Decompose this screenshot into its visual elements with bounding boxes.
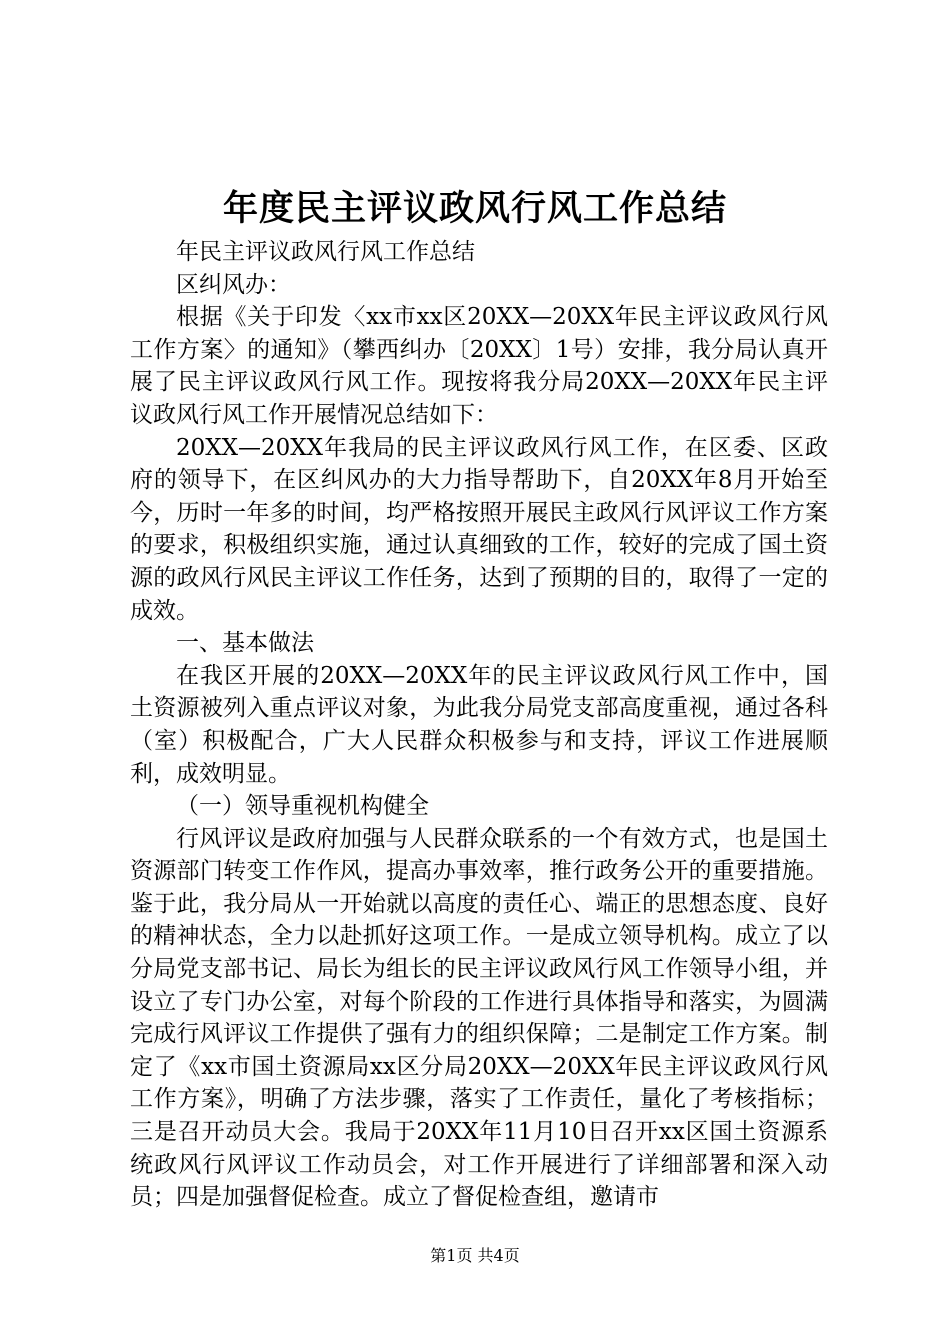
document-title: 年度民主评议政风行风工作总结 <box>222 188 727 229</box>
paragraph-intro: 根据《关于印发〈xx市xx区20XX—20XX年民主评议政风行风工作方案〉的通知》（攀西纠办〔20XX〕1号）安排，我分局认真开展了民主评议政风行风工作。现按将我分局20XX—20XX年民主评议政风行风工作开展情况总结如下： <box>130 304 828 428</box>
subsection-heading-leadership: （一）领导重视机构健全 <box>176 793 429 820</box>
paragraph-overview: 20XX—20XX年我局的民主评议政风行风工作，在区委、区政府的领导下，在区纠风办的大力指导帮助下，自20XX年8月开始至今，历时一年多的时间，均严格按照开展民主政风行风评议工作方案的要求，积极组织实施，通过认真细致的工作，较好的完成了国土资源的政风行风民主评议工作任务，达到了预期的目的，取得了一定的成效。 <box>130 434 828 624</box>
section-heading-basic-practice: 一、基本做法 <box>176 630 314 657</box>
paragraph-subtitle: 年民主评议政风行风工作总结 <box>176 239 475 265</box>
paragraph-basic-practice: 在我区开展的20XX—20XX年的民主评议政风行风工作中，国土资源被列入重点评议对象，为此我分局党支部高度重视，通过各科（室）积极配合，广大人民群众积极参与和支持，评议工作进展顺利，成效明显。 <box>130 662 828 787</box>
page-footer: 第1页 共4页 <box>430 1246 520 1265</box>
paragraph-salutation: 区纠风办： <box>176 271 291 298</box>
paragraph-leadership: 行风评议是政府加强与人民群众联系的一个有效方式，也是国土资源部门转变工作作风，提高办事效率，推行政务公开的重要措施。鉴于此，我分局从一开始就以高度的责任心、端正的思想态度、良好的精神状态，全力以赴抓好这项工作。一是成立领导机构。成立了以分局党支部书记、局长为组长的民主评议政风行风工作领导小组，并设立了专门办公室，对每个阶段的工作进行具体指导和落实，为圆满完成行风评议工作提供了强有力的组织保障；二是制定工作方案。制定了《xx市国土资源局xx区分局20XX—20XX年民主评议政风行风工作方案》，明确了方法步骤，落实了工作责任，量化了考核指标；三是召开动员大会。我局于20XX年11月10日召开xx区国土资源系统政风行风评议工作动员会，对工作开展进行了详细部署和深入动员；四是加强督促检查。成立了督促检查组，邀请市 <box>130 825 828 1211</box>
document-body <box>130 236 828 1214</box>
